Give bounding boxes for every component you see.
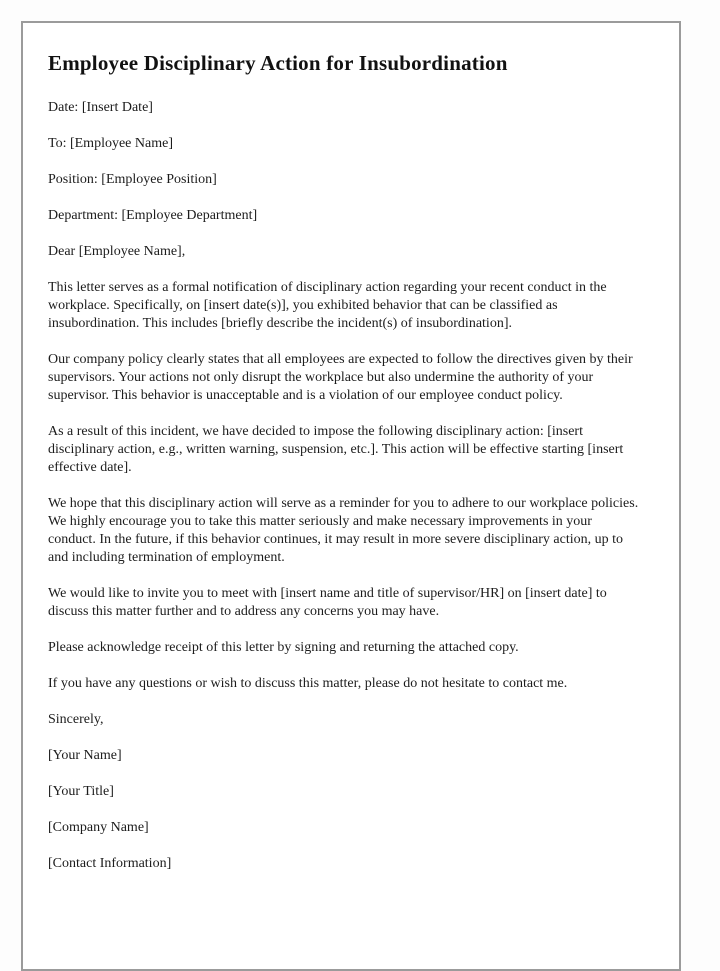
letter-signature-name: [Your Name] <box>48 748 122 763</box>
letter-salutation: Dear [Employee Name], <box>48 244 186 259</box>
letter-paragraph: Please acknowledge receipt of this letter by signing and returning the attached copy. <box>48 640 519 655</box>
letter-signature-title: [Your Title] <box>48 784 114 799</box>
letter-signature-company: [Company Name] <box>48 820 149 835</box>
letter-signature-contact: [Contact Information] <box>48 856 172 871</box>
letter-page <box>21 21 681 971</box>
letter-closing: Sincerely, <box>48 712 104 727</box>
letter-paragraph: We hope that this disciplinary action will serve as a reminder for you to adhere to our workplace policies. We highly encourage you to take this matter seriously and make necessary improvements in your conduct. In the future, if this behavior continues, it may result in more severe disciplinary action, up to and including termination of employment. <box>48 496 639 565</box>
letter-date-line: Date: [Insert Date] <box>48 100 153 115</box>
letter-department-line: Department: [Employee Department] <box>48 208 258 223</box>
letter-paragraph: If you have any questions or wish to discuss this matter, please do not hesitate to contact me. <box>48 676 568 691</box>
letter-to-line: To: [Employee Name] <box>48 136 173 151</box>
letter-paragraph: This letter serves as a formal notification of disciplinary action regarding your recent conduct in the workplace. Specifically, on [insert date(s)], you exhibited behavior that can be classified as insubordination. This includes [briefly describe the incident(s) of insubordination]. <box>48 280 607 331</box>
letter-title: Employee Disciplinary Action for Insubordination <box>48 51 508 75</box>
letter-paragraph: As a result of this incident, we have decided to impose the following disciplinary action: [insert disciplinary action, e.g., written warning, suspension, etc.]. This action will be effective starting [insert effective date]. <box>48 424 624 475</box>
letter-paragraph: Our company policy clearly states that all employees are expected to follow the directives given by their supervisors. Your actions not only disrupt the workplace but also undermine the authority of your supervisor. This behavior is unacceptable and is a violation of our employee conduct policy. <box>48 352 633 403</box>
letter-paragraph: We would like to invite you to meet with [insert name and title of supervisor/HR] on [insert date] to discuss this matter further and to address any concerns you may have. <box>48 586 607 619</box>
letter-position-line: Position: [Employee Position] <box>48 172 217 187</box>
